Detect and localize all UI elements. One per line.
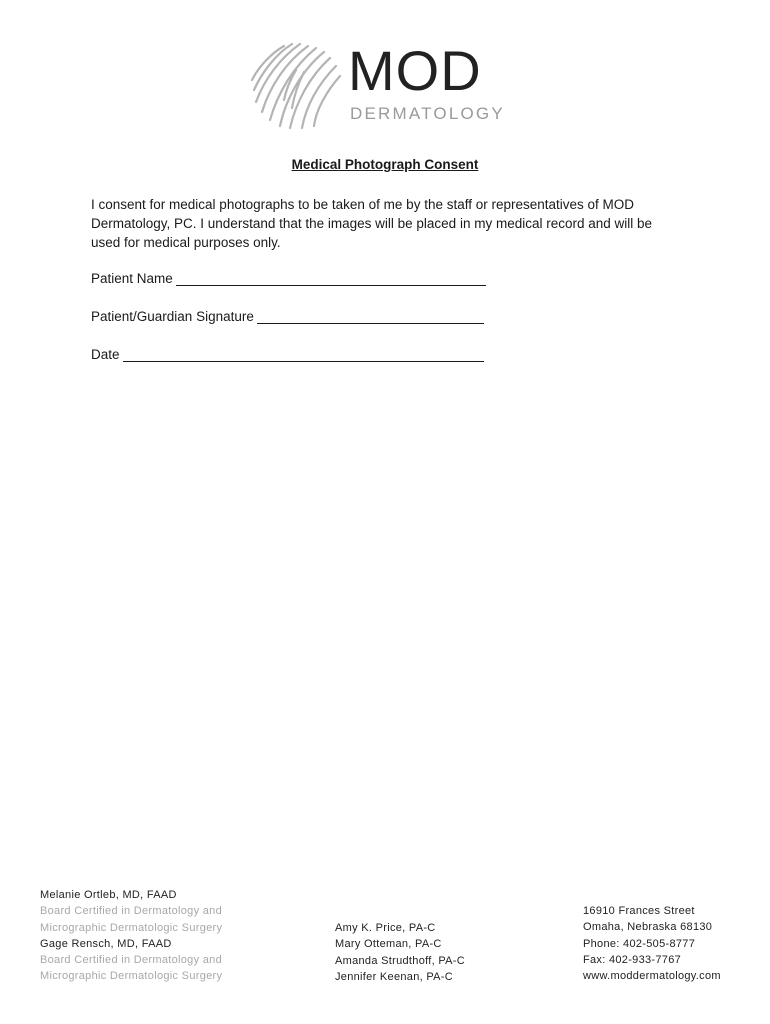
- contact-website[interactable]: www.moddermatology.com: [583, 970, 721, 983]
- patient-name-label: Patient Name: [91, 271, 173, 286]
- contact-street: 16910 Frances Street: [583, 905, 695, 917]
- mod-dermatology-logo: [250, 40, 520, 130]
- date-label: Date: [91, 347, 120, 362]
- consent-paragraph: I consent for medical photographs to be taken of me by the staff or representatives of MOD Dermatology, PC. I understand that the images will be placed in my medical record and will be used for medical purposes only.: [91, 197, 653, 250]
- pa-name: Mary Otteman, PA-C: [335, 938, 442, 951]
- patient-name-field[interactable]: [91, 271, 486, 286]
- signature-label: Patient/Guardian Signature: [91, 309, 254, 324]
- patient-name-line[interactable]: [176, 271, 486, 286]
- physician-name: Melanie Ortleb, MD, FAAD: [40, 889, 177, 901]
- pa-name: Amanda Strudthoff, PA-C: [335, 954, 465, 967]
- footer-physicians: [40, 887, 222, 985]
- physician-credential: Micrographic Dermatologic Surgery: [40, 921, 223, 934]
- fingerprint-icon: [250, 40, 342, 130]
- physician-credential: Board Certified in Dermatology and: [40, 954, 223, 967]
- physician-credential: Board Certified in Dermatology and: [40, 905, 223, 918]
- footer-pas: [335, 920, 465, 985]
- footer-contact: [583, 903, 721, 984]
- signature-field[interactable]: [91, 309, 484, 324]
- signature-line[interactable]: [257, 309, 484, 324]
- contact-phone: Phone: 402-505-8777: [583, 937, 696, 950]
- contact-fax: Fax: 402-933-7767: [583, 953, 682, 966]
- date-line[interactable]: [123, 347, 484, 362]
- pa-name: Jennifer Keenan, PA-C: [335, 970, 453, 983]
- logo-subtitle: DERMATOLOGY: [350, 104, 505, 123]
- contact-city: Omaha, Nebraska 68130: [583, 921, 713, 934]
- logo-wordmark: MOD: [348, 39, 482, 102]
- physician-name: Gage Rensch, MD, FAAD: [40, 937, 172, 950]
- document-title: Medical Photograph Consent: [291, 157, 479, 172]
- pa-name: Amy K. Price, PA-C: [335, 922, 436, 934]
- date-field[interactable]: [91, 347, 484, 362]
- physician-credential: Micrographic Dermatologic Surgery: [40, 970, 223, 983]
